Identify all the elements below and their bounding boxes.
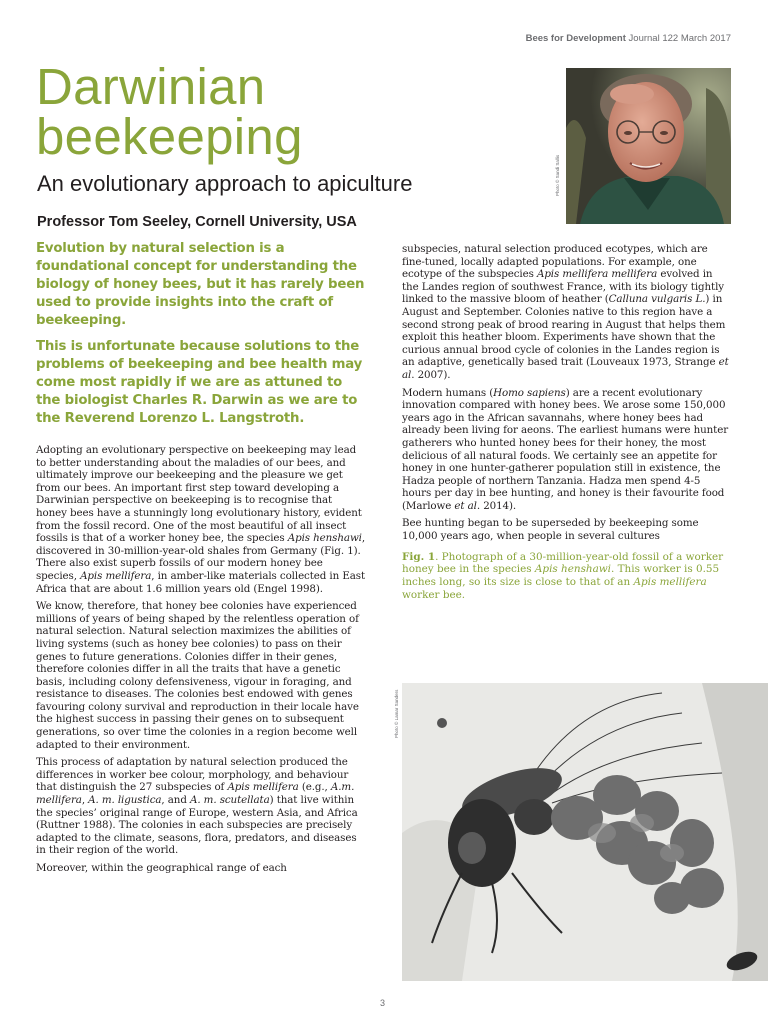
- body-paragraph: This process of adaptation by natural selection produced the differences in worker bee colour, morphology, and behaviour that distinguish the 27 subspecies of Apis mellifera (e.g., A.m. mellifera, A. m. ligustica, and A. m. scutellata) that live within the species’ original range of Europe, western Asia, and Africa (Ruttner 1988). The colonies in each subspecies are precisely adapted to the climate, seasons, flora, predators, and diseases in their region of the world.: [36, 756, 358, 857]
- body-paragraph: Adopting an evolutionary perspective on beekeeping may lead to better understanding about the maladies of our bees, and ultimately improve our beekeeping and the pleasure we get from our bees. An important first step toward developing a Darwinian perspective on beekeeping is to recognise that honey bees have a stunningly long evolutionary history, evident from the fossil record. One of the most beautiful of all insect fossils is that of a worker honey bee, the species Apis henshawi, discovered in 30-million-year-old shales from Germany (Fig. 1). There also exist superb fossils of our modern honey bee species, Apis mellifera, in amber-like materials collected in East Africa that are about 1.6 million years old (Engel 1998).: [36, 444, 366, 595]
- article-title: [36, 58, 303, 165]
- title-line-1: Darwinian: [36, 58, 266, 115]
- left-column: [36, 240, 366, 880]
- figure-label: Fig. 1: [402, 550, 436, 563]
- body-paragraph: Bee hunting began to be superseded by beekeeping some 10,000 years ago, when people in several cultures: [402, 517, 699, 543]
- title-line-2: beekeeping: [36, 108, 303, 165]
- body-paragraph: We know, therefore, that honey bee colonies have experienced millions of years of being shaped by the relentless operation of natural selection. Natural selection maximizes the abilities of living systems (such as honey bee colonies) to pass on their genes to future generations. Colonies differ in their genes, therefore colonies differ in all the traits that have a genetic basis, including colony defensiveness, vigour in foraging, and resistance to diseases. The colonies best endowed with genes favouring colony survival and reproduction in their locale have the highest success in passing their genes on to subsequent generations, so over time the colonies in a region become well adapted to their environment.: [36, 600, 359, 751]
- portrait-photo-credit: Photo © Sandi Sallis: [555, 154, 560, 196]
- fossil-photo-credit: Photo © Lamar Sanders: [394, 689, 399, 738]
- lead-paragraph-1: Evolution by natural selection is a foundational concept for understanding the biology of honey bees, but it has rarely been used to provide insights into the craft of beekeeping.: [36, 241, 365, 328]
- page-number: 3: [380, 998, 386, 1008]
- journal-issue: Journal 122 March 2017: [628, 33, 731, 44]
- figure-caption: Fig. 1. Photograph of a 30-million-year-old fossil of a worker honey bee in the species Apis henshawi. This worker is 0.55 inches long, so its size is close to that of an Apis mellifera worker bee.: [402, 550, 724, 602]
- fossil-bee-photo: [402, 683, 768, 981]
- article-subtitle: An evolutionary approach to apiculture: [37, 171, 413, 196]
- body-paragraph: subspecies, natural selection produced ecotypes, which are fine-tuned, locally adapted populations. For example, one ecotype of the subspecies Apis mellifera mellifera evolved in the Landes region of southwest France, with its biology tightly linked to the massive bloom of heather (Calluna vulgaris L.) in August and September. Colonies native to this region have a second strong peak of brood rearing in August that helps them exploit this heather bloom. Experiments have shown that the curious annual brood cycle of colonies in the Landes region is an adaptive, genetically based trait (Louveaux 1973, Strange et al. 2007).: [402, 243, 729, 381]
- lead-paragraph-2: This is unfortunate because solutions to the problems of beekeeping and bee health may come most rapidly if we are as attuned to the biologist Charles R. Darwin as we are to the Reverend Lorenzo L. Langstroth.: [36, 339, 363, 426]
- article-author: Professor Tom Seeley, Cornell University, USA: [37, 214, 357, 230]
- body-paragraph: Modern humans (Homo sapiens) are a recent evolutionary innovation compared with honey bees. We arose some 150,000 years ago in the African savannahs, where honey bees had already been living for aeons. The earliest humans were hunter gatherers who hunted honey bees for their honey, the most delicious of all natural foods. We certainly see an appetite for honey in one hunter-gatherer population still in existence, the Hadza people of northern Tanzania. Hadza men spend 4-5 hours per day in bee hunting, and honey is their favourite food (Marlowe et al. 2014).: [402, 386, 729, 512]
- body-paragraph: Moreover, within the geographical range of each: [36, 862, 287, 874]
- author-portrait: [566, 68, 731, 224]
- journal-name: Bees for Development: [525, 33, 626, 44]
- fossil-image: [402, 683, 768, 981]
- portrait-image: [566, 68, 731, 224]
- journal-header: [526, 33, 731, 44]
- right-column: [402, 243, 730, 602]
